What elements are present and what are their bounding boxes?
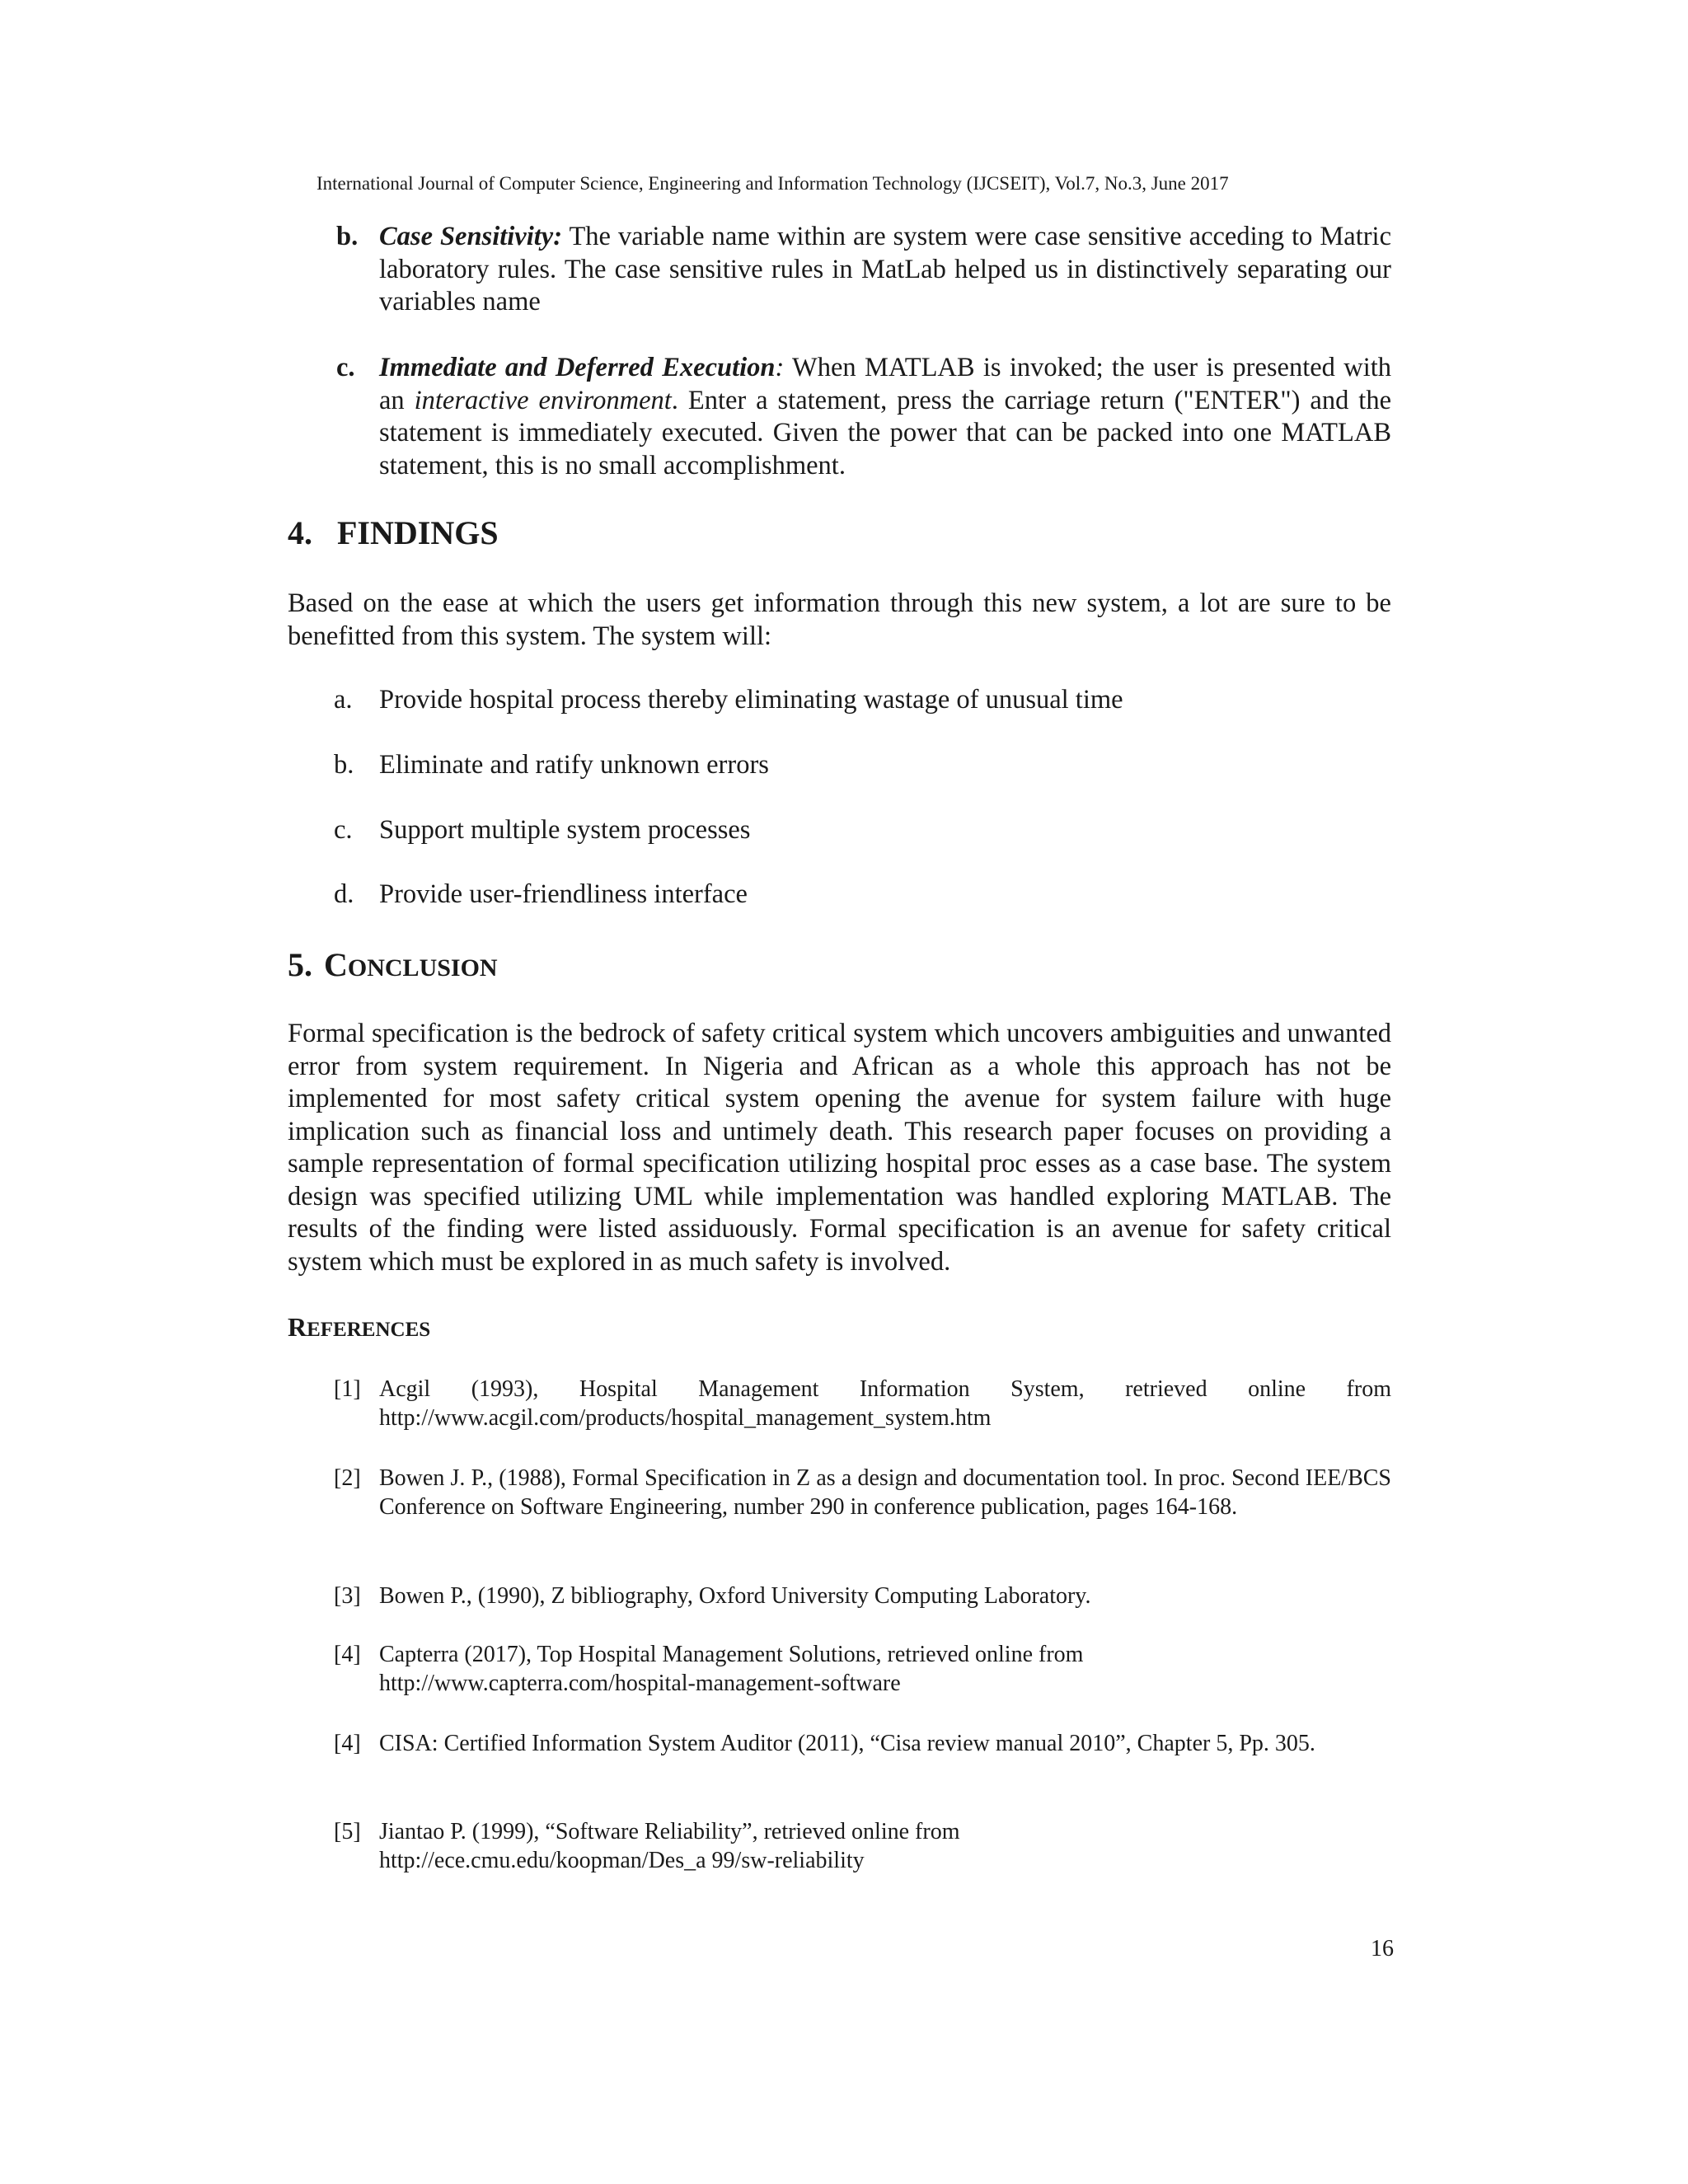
- reference-url: http://www.capterra.com/hospital-management-software: [379, 1671, 901, 1696]
- reference-number: [2]: [334, 1465, 361, 1491]
- term: Case Sensitivity:: [379, 222, 563, 251]
- list-item-text: [379, 352, 1391, 482]
- list-marker: d.: [334, 879, 354, 909]
- italic-phrase: interactive environment: [414, 385, 672, 415]
- findings-intro: [288, 588, 1391, 653]
- definition-part: . Enter a statement, press the carriage return ("ENTER") and the statement is immediately executed. Given the power that can be packed into one MATLAB statement, this is no small accomplishment.: [379, 385, 1391, 480]
- section-title-initial: C: [324, 946, 348, 983]
- list-marker: c.: [334, 815, 353, 845]
- references-heading: [288, 1312, 430, 1343]
- list-item-text: [379, 221, 1391, 319]
- reference-item: Bowen J. P., (1988), Formal Specification in Z as a design and documentation tool. In proc. Second IEE/BCS Conference on Software Engineering, number 290 in conference publication, pages 164-168.: [379, 1465, 1391, 1520]
- reference-line: Jiantao P. (1999), “Software Reliability”, retrieved online from: [379, 1819, 960, 1844]
- reference-number: [3]: [334, 1583, 361, 1609]
- definition: The variable name within are system were case sensitive acceding to Matric laboratory rules. The case sensitive rules in MatLab helped us in distinctively separating our variables name: [379, 222, 1392, 316]
- definition-part: When MATLAB is invoked; the user is presented with an: [379, 353, 1391, 415]
- paragraph: Formal specification is the bedrock of safety critical system which uncovers ambiguities and unwanted error from system requirement. In Nigeria and African as a whole this approach has not be implemented for most safety critical system opening the avenue for system failure with huge implication such as financial loss and untimely death. This research paper focuses on providing a sample representation of formal specification utilizing hospital proc esses as a case base. The system design was specified utilizing UML while implementation was handled exploring MATLAB. The results of the finding were listed assiduously. Formal specification is an avenue for safety critical system which must be explored in as much safety is involved.: [288, 1019, 1391, 1277]
- term: Immediate and Deferred Execution: [379, 353, 776, 382]
- findings-item: Provide hospital process thereby eliminating wastage of unusual time: [379, 685, 1123, 715]
- section-heading-conclusion: [288, 946, 498, 987]
- term-colon: :: [775, 353, 785, 382]
- reference-number: [1]: [334, 1376, 361, 1402]
- heading-initial: R: [288, 1312, 307, 1342]
- reference-url: http://ece.cmu.edu/koopman/Des_a 99/sw-reliability: [379, 1848, 865, 1873]
- reference-number: [4]: [334, 1731, 361, 1756]
- conclusion-body: [288, 1018, 1391, 1278]
- reference-line: Capterra (2017), Top Hospital Management Solutions, retrieved online from: [379, 1642, 1084, 1667]
- reference-item: CISA: Certified Information System Auditor (2011), “Cisa review manual 2010”, Chapter 5, Pp. 305.: [379, 1731, 1315, 1756]
- findings-item: Provide user-friendliness interface: [379, 879, 748, 909]
- list-item-case-sensitivity: [379, 221, 1391, 319]
- heading-rest: EFERENCES: [307, 1319, 431, 1341]
- paragraph: Based on the ease at which the users get information through this new system, a lot are sure to be benefitted from this system. The system will:: [288, 588, 1391, 651]
- reference-number: [5]: [334, 1819, 361, 1844]
- findings-item: Support multiple system processes: [379, 815, 751, 845]
- section-heading-findings: [288, 514, 499, 552]
- section-title-rest: ONCLUSION: [347, 954, 498, 982]
- reference-number: [4]: [334, 1642, 361, 1667]
- running-header: International Journal of Computer Science, Engineering and Information Technology (IJCSEIT), Vol.7, No.3, June 2017: [316, 173, 1229, 194]
- list-marker: b.: [334, 750, 354, 780]
- list-marker: b.: [336, 222, 359, 251]
- section-number: 5.: [288, 946, 312, 983]
- reference-url: http://www.acgil.com/products/hospital_management_system.htm: [379, 1405, 992, 1431]
- reference-item: [379, 1640, 1391, 1698]
- section-title: FINDINGS: [337, 514, 499, 551]
- findings-item: Eliminate and ratify unknown errors: [379, 750, 769, 780]
- list-marker: a.: [334, 685, 353, 715]
- reference-item: Bowen P., (1990), Z bibliography, Oxford University Computing Laboratory.: [379, 1583, 1091, 1609]
- list-item-execution: [379, 352, 1391, 482]
- reference-item: [379, 1817, 1391, 1875]
- reference-line: Acgil (1993), Hospital Management Information System, retrieved online from: [379, 1376, 1391, 1402]
- section-number: 4.: [288, 514, 312, 551]
- list-marker: c.: [336, 353, 355, 382]
- reference-item: [379, 1375, 1391, 1432]
- page-number: 16: [1371, 1936, 1394, 1961]
